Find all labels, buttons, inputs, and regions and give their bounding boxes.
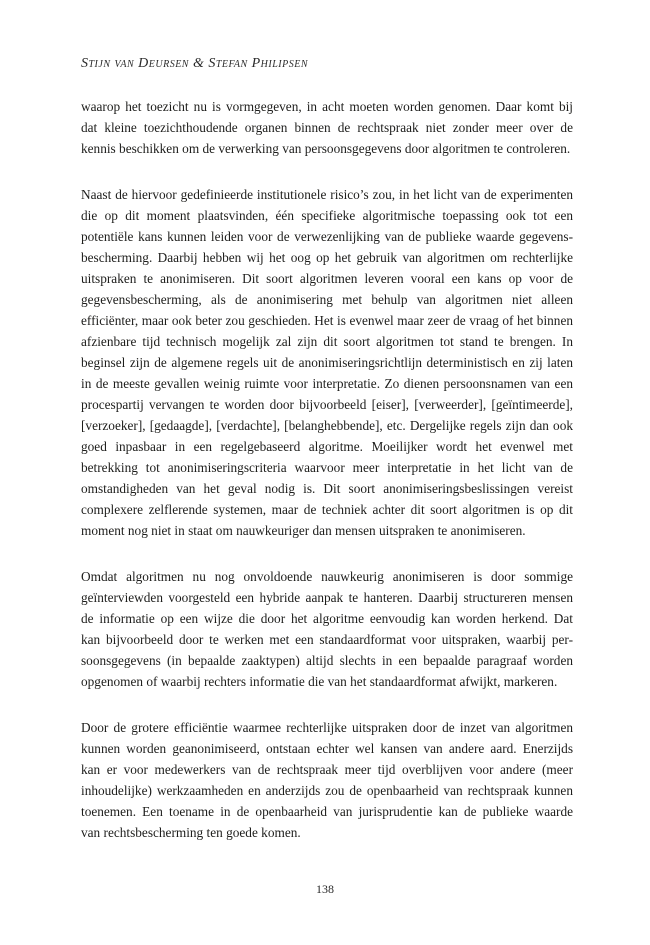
paragraph (81, 184, 573, 541)
text-line: procespartij vervangen te worden door bijvoorbeeld [eiser], [verweerder], [geïntimeerde], (81, 397, 573, 412)
text-line: complexere zelflerende systemen, maar de techniek achter dit soort algoritmen is op dit (81, 502, 573, 517)
text-line: in de meeste gevallen weinig ruimte voor interpretatie. Zo dienen persoonsnamen van een (81, 376, 573, 391)
text-line: kan bijvoorbeeld door te werken met een standaardformat voor uitspraken, waarbij per- (81, 632, 573, 647)
text-line: die op dit moment plaatsvinden, één specifieke algoritmische toepassing ook tot een (81, 208, 573, 223)
text-line: van rechtsbescherming ten goede komen. (81, 825, 301, 840)
text-line: afzienbare tijd technisch mogelijk zal zijn dit soort algoritmen tot stand te brengen. In (81, 334, 573, 349)
text-line: uitspraken te anonimiseren. Dit soort algoritmen leveren vooral een kans op voor de (81, 271, 573, 286)
page-number: 138 (316, 882, 334, 896)
text-line: moment nog niet in staat om nauwkeuriger dan mensen uitspraken te anonimiseren. (81, 523, 526, 538)
paragraph (81, 96, 573, 159)
text-line: soonsgegevens (in bepaalde zaaktypen) altijd slechts in een bepaalde paragraaf worden (81, 653, 573, 668)
text-line: beginsel zijn de algemene regels uit de anonimiseringsrichtlijn deterministisch en zij laten (81, 355, 573, 370)
text-line: geïnterviewden voorgesteld een hybride aanpak te hanteren. Daarbij structureren mensen (81, 590, 573, 605)
text-line: de informatie op een wijze die door het algoritme eenvoudig kan worden herkend. Dat (81, 611, 573, 626)
text-line: gegevensbescherming, als de anonimisering met behulp van algoritmen niet alleen (81, 292, 573, 307)
page-body (81, 96, 573, 868)
text-line: dat kleine toezichthoudende organen binnen de rechtspraak niet zonder meer over de (81, 120, 573, 135)
paragraph (81, 717, 573, 843)
text-line: potentiële kans kunnen leiden voor de verwezenlijking van de publieke waarde gegevens- (81, 229, 573, 244)
paragraph (81, 566, 573, 692)
text-line: kunnen worden geanonimiseerd, ontstaan echter wel kansen van andere aard. Enerzijds (81, 741, 573, 756)
text-line: omstandigheden van het geval nodig is. Dit soort anonimiseringsbeslissingen vereist (81, 481, 573, 496)
text-line: kennis beschikken om de verwerking van persoonsgegevens door algoritmen te controleren. (81, 141, 571, 156)
running-head: Stijn van Deursen & Stefan Philipsen (81, 56, 309, 71)
text-line: inhoudelijke) werkzaamheden en anderzijds zou de openbaarheid van rechtspraak kunnen (81, 783, 573, 798)
text-line: efficiënter, maar ook beter zou geschieden. Het is evenwel maar zeer de vraag of het binnen (81, 313, 573, 328)
text-line: Naast de hiervoor gedefinieerde institutionele risico’s zou, in het licht van de experimenten (81, 187, 573, 202)
text-line: bescherming. Daarbij hebben wij het oog op het gebruik van algoritmen om rechterlijke (81, 250, 573, 265)
text-line: Door de grotere efficiëntie waarmee rechterlijke uitspraken door de inzet van algoritmen (81, 720, 573, 735)
text-line: opgenomen of waarbij rechters informatie die van het standaardformat afwijkt, markeren. (81, 674, 558, 689)
text-line: waarop het toezicht nu is vormgegeven, in acht moeten worden genomen. Daar komt bij (81, 99, 573, 114)
text-line: kan er voor medewerkers van de rechtspraak meer tijd overblijven voor andere (meer (81, 762, 573, 777)
text-line: Omdat algoritmen nu nog onvoldoende nauwkeurig anonimiseren is door sommige (81, 569, 573, 584)
text-line: toenemen. Een toename in de openbaarheid van jurisprudentie kan de publieke waarde (81, 804, 573, 819)
text-line: betrekking tot anonimiseringscriteria waarvoor meer interpretatie in het licht van de (81, 460, 573, 475)
text-line: goed inpasbaar in een regelgebaseerd algoritme. Moeilijker wordt het evenwel met (81, 439, 573, 454)
text-line: [verzoeker], [gedaagde], [verdachte], [belanghebbende], etc. Dergelijke regels zijn dan ook (81, 418, 573, 433)
